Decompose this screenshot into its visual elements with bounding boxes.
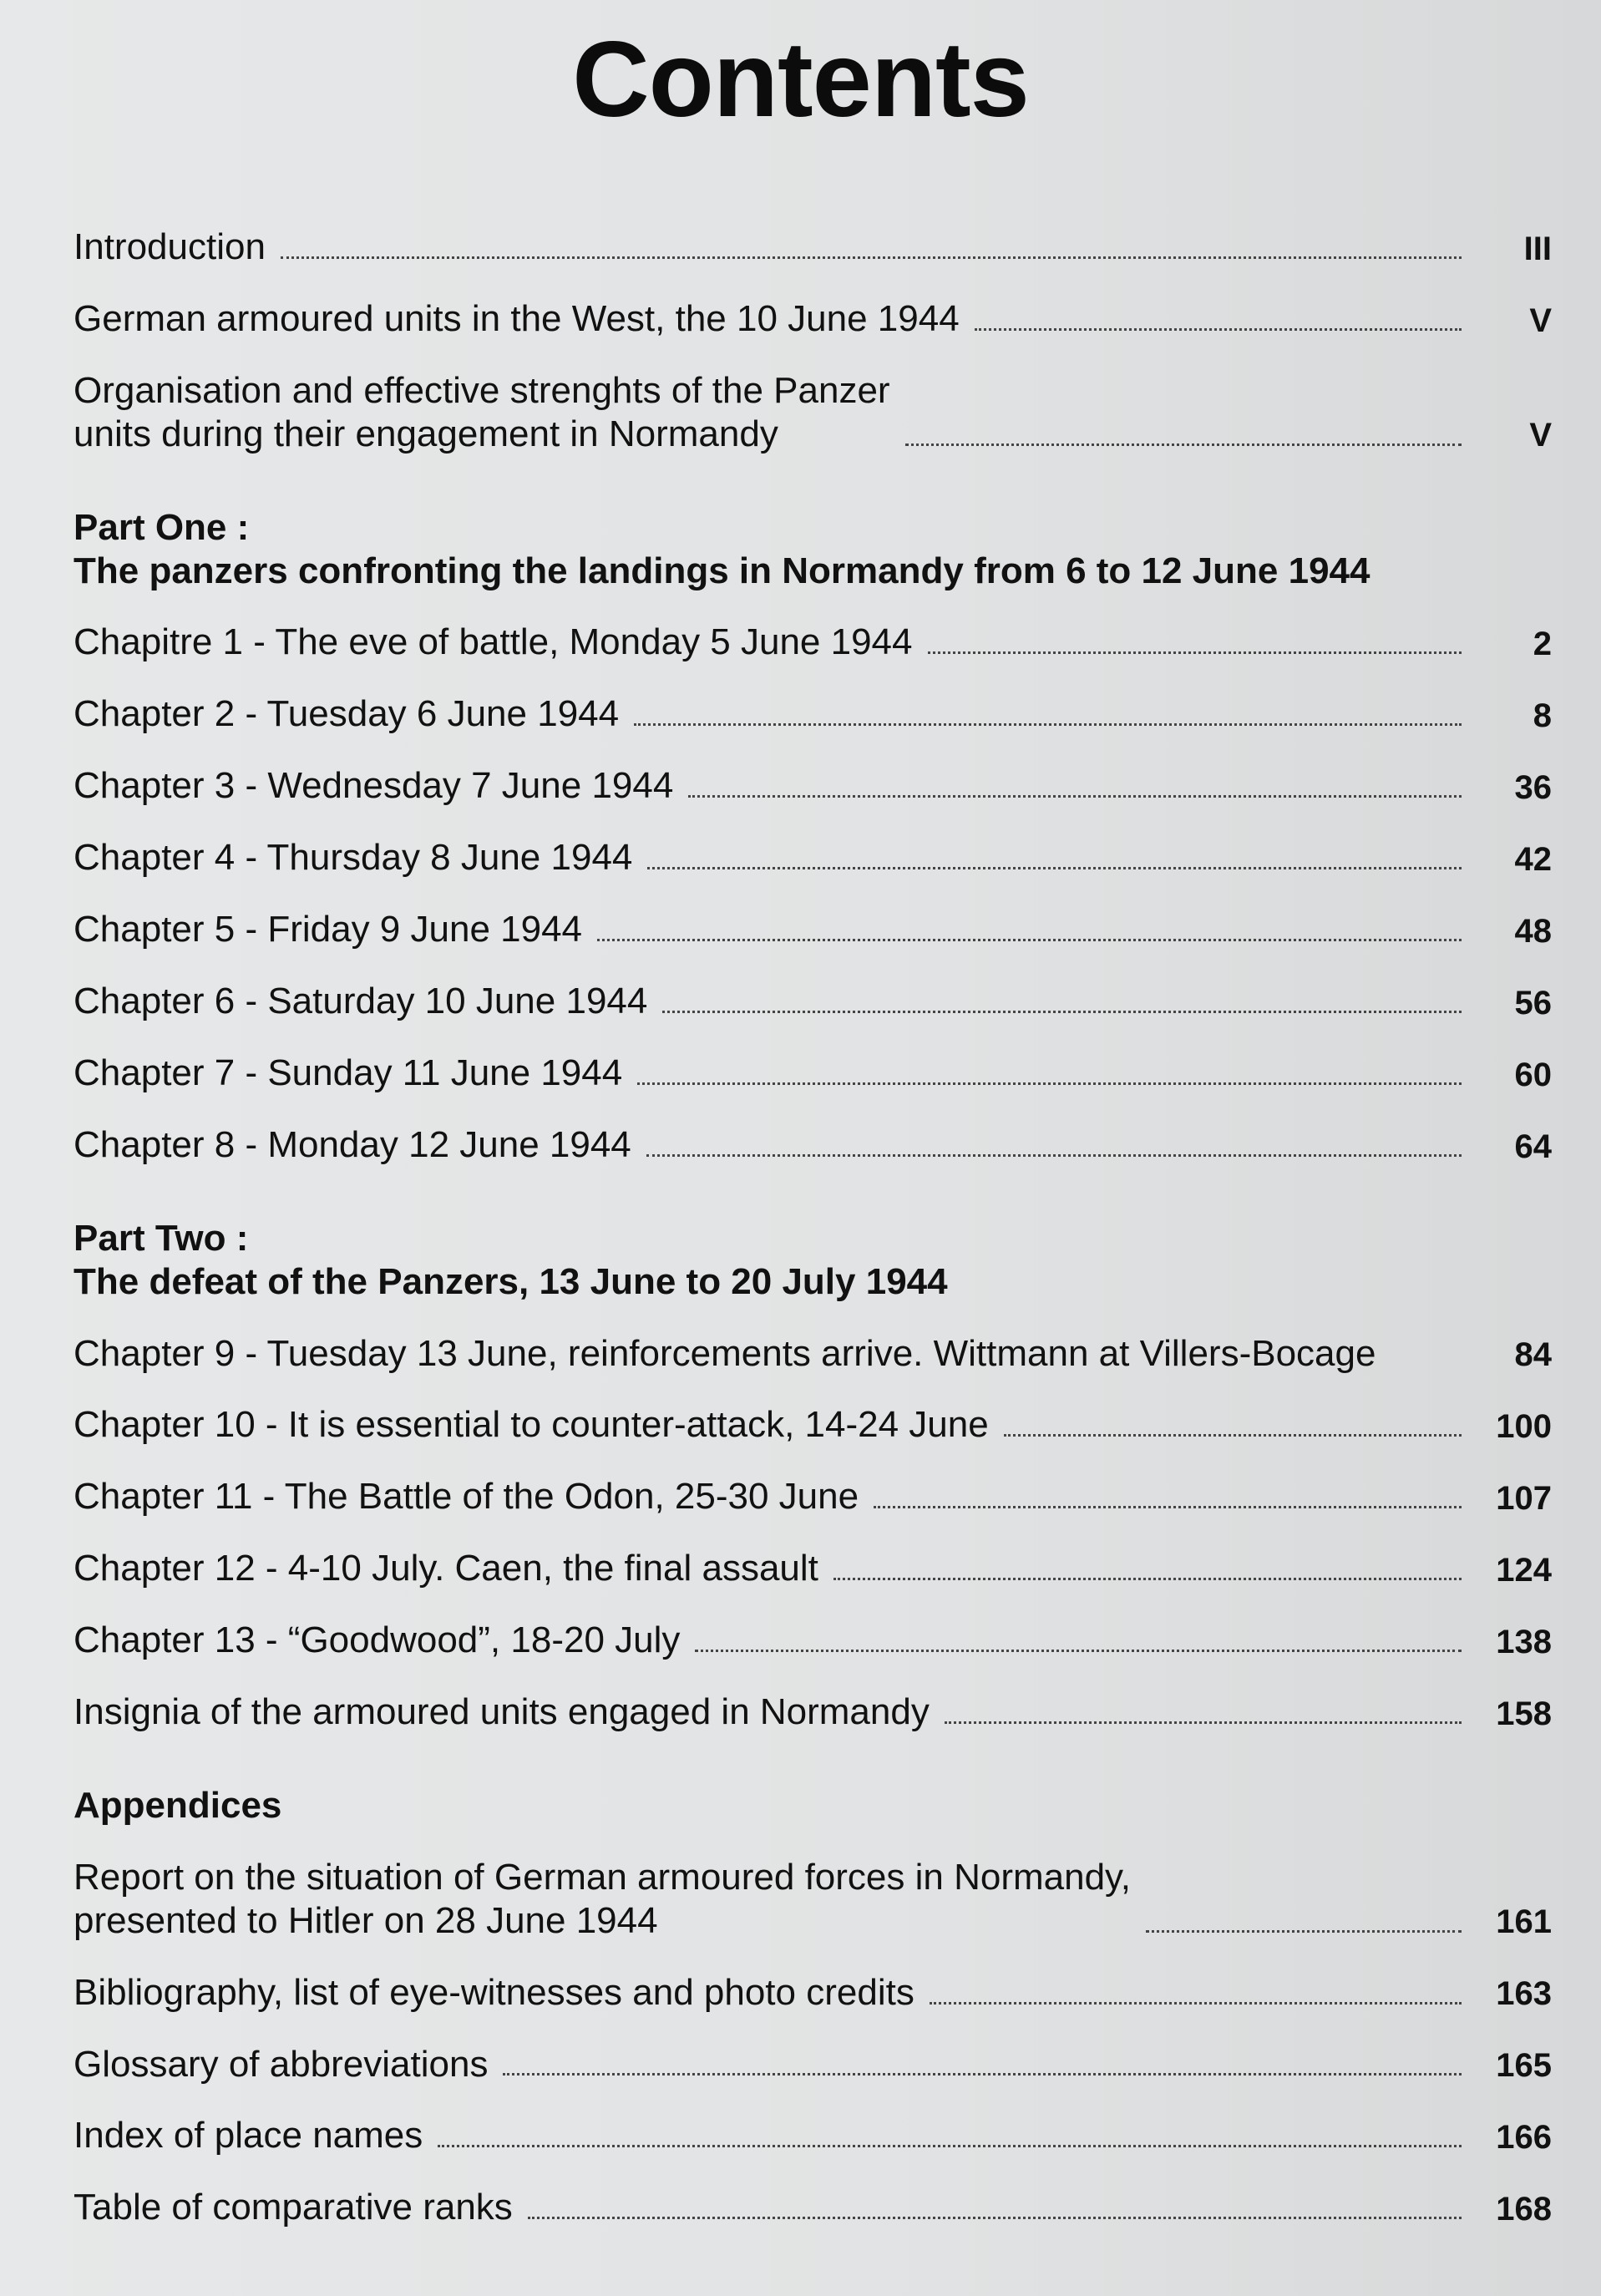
toc-entry-report [73, 1856, 1552, 1943]
entry-label: Chapter 5 - Friday 9 June 1944 [73, 909, 583, 950]
entry-label: Chapter 3 - Wednesday 7 June 1944 [73, 765, 674, 807]
entry-label: Organisation and effective strenghts of the Panzer units during their engagement in Normandy [73, 369, 890, 454]
entry-label: Introduction [73, 226, 266, 267]
dot-leader [503, 2073, 1462, 2076]
entry-label: Chapter 7 - Sunday 11 June 1944 [73, 1052, 623, 1093]
part-two-subtitle: The defeat of the Panzers, 13 June to 20 July 1944 [73, 1260, 948, 1302]
dot-leader [975, 328, 1462, 331]
toc-entry-chapter-8 [73, 1123, 1552, 1167]
entry-page-number: 168 [1496, 2191, 1552, 2228]
entry-page-number: 64 [1514, 1128, 1552, 1165]
entry-page-number: 124 [1496, 1551, 1552, 1589]
entry-page-number: 42 [1514, 840, 1552, 878]
entry-label: Chapter 9 - Tuesday 13 June, reinforcements arrive. Wittmann at Villers-Bocage [73, 1332, 1376, 1374]
entry-page-number: V [1529, 417, 1552, 454]
toc-entry-bibliography [73, 1971, 1552, 2015]
entry-page-number: 107 [1496, 1480, 1552, 1518]
entry-label: Chapter 10 - It is essential to counter-attack, 14-24 June [73, 1404, 989, 1446]
toc-entry-index [73, 2114, 1552, 2157]
entry-label: Chapter 11 - The Battle of the Odon, 25-30 June [73, 1476, 859, 1518]
entry-label: Glossary of abbreviations [73, 2043, 489, 2085]
entry-page-number: 2 [1533, 626, 1552, 663]
toc-entry-chapter-7 [73, 1052, 1552, 1095]
dot-leader [646, 1154, 1462, 1157]
entry-page-number: 84 [1514, 1336, 1552, 1374]
toc-entry-chapter-13 [73, 1619, 1552, 1662]
entry-page-number: V [1529, 302, 1552, 339]
entry-page-number: III [1523, 230, 1552, 267]
dot-leader [905, 443, 1462, 446]
entry-page-number: 161 [1496, 1903, 1552, 1941]
dot-leader [634, 723, 1462, 726]
toc-entry-organisation [73, 369, 1552, 456]
entry-label: Insignia of the armoured units engaged in Normandy [73, 1691, 930, 1733]
entry-page-number: 36 [1514, 768, 1552, 806]
dot-leader [662, 1011, 1462, 1013]
entry-label: Table of comparative ranks [73, 2187, 513, 2228]
toc-entry-chapter-2 [73, 692, 1552, 736]
entry-page-number: 138 [1496, 1623, 1552, 1660]
toc-entry-chapter-3 [73, 764, 1552, 808]
dot-leader [930, 2002, 1462, 2005]
dot-leader [438, 2145, 1462, 2147]
part-one-heading: Part One : [73, 506, 250, 548]
dot-leader [528, 2217, 1462, 2219]
entry-page-number: 165 [1496, 2047, 1552, 2085]
entry-label: Index of place names [73, 2115, 423, 2157]
entry-label: Chapter 13 - “Goodwood”, 18-20 July [73, 1619, 681, 1661]
entry-page-number: 166 [1496, 2119, 1552, 2157]
toc-entry-chapter-6 [73, 980, 1552, 1023]
dot-leader [945, 1721, 1462, 1724]
toc-entry-chapter-12 [73, 1547, 1552, 1590]
entry-page-number: 60 [1514, 1056, 1552, 1093]
dot-leader [1004, 1434, 1462, 1437]
toc-entry-chapter-4 [73, 836, 1552, 879]
toc-entry-ranks [73, 2186, 1552, 2229]
dot-leader [833, 1578, 1462, 1580]
entry-page-number: 163 [1496, 1975, 1552, 2013]
entry-page-number: 100 [1496, 1408, 1552, 1446]
toc-entry-german-units [73, 297, 1552, 341]
dot-leader [695, 1650, 1462, 1652]
toc-entry-chapter-10 [73, 1403, 1552, 1447]
dot-leader [1146, 1930, 1462, 1933]
dot-leader [874, 1506, 1462, 1508]
entry-page-number: 48 [1514, 912, 1552, 950]
toc-entry-chapter-1 [73, 621, 1552, 664]
entry-label: Chapter 12 - 4-10 July. Caen, the final assault [73, 1548, 818, 1589]
toc-entry-introduction [73, 226, 1552, 269]
dot-leader [928, 651, 1462, 654]
dot-leader [281, 256, 1462, 259]
entry-label: Report on the situation of German armoured forces in Normandy, presented to Hitler on 28 June 1944 [73, 1856, 1132, 1941]
entry-label: Chapitre 1 - The eve of battle, Monday 5 June 1944 [73, 621, 913, 663]
part-two-heading: Part Two : [73, 1217, 249, 1259]
entry-label: Chapter 2 - Tuesday 6 June 1944 [73, 693, 620, 735]
entry-page-number: 56 [1514, 984, 1552, 1021]
entry-label: Chapter 6 - Saturday 10 June 1944 [73, 980, 648, 1021]
dot-leader [647, 867, 1462, 869]
entry-label: Chapter 4 - Thursday 8 June 1944 [73, 837, 633, 879]
entry-page-number: 8 [1533, 697, 1552, 735]
dot-leader [637, 1082, 1462, 1085]
dot-leader [688, 795, 1462, 798]
table-of-contents [73, 226, 1552, 2229]
dot-leader [597, 939, 1462, 941]
toc-entry-chapter-11 [73, 1475, 1552, 1518]
entry-page-number: 158 [1496, 1695, 1552, 1732]
entry-label: Bibliography, list of eye-witnesses and photo credits [73, 1971, 914, 2013]
entry-label: Chapter 8 - Monday 12 June 1944 [73, 1123, 631, 1165]
entry-label: German armoured units in the West, the 10 June 1944 [73, 297, 960, 339]
toc-entry-chapter-5 [73, 908, 1552, 951]
appendices-heading: Appendices [73, 1784, 282, 1826]
part-one-subtitle: The panzers confronting the landings in Normandy from 6 to 12 June 1944 [73, 550, 1370, 591]
toc-entry-glossary [73, 2043, 1552, 2086]
toc-entry-chapter-9 [73, 1332, 1552, 1376]
toc-entry-insignia [73, 1690, 1552, 1734]
page-title: Contents [572, 20, 1029, 139]
